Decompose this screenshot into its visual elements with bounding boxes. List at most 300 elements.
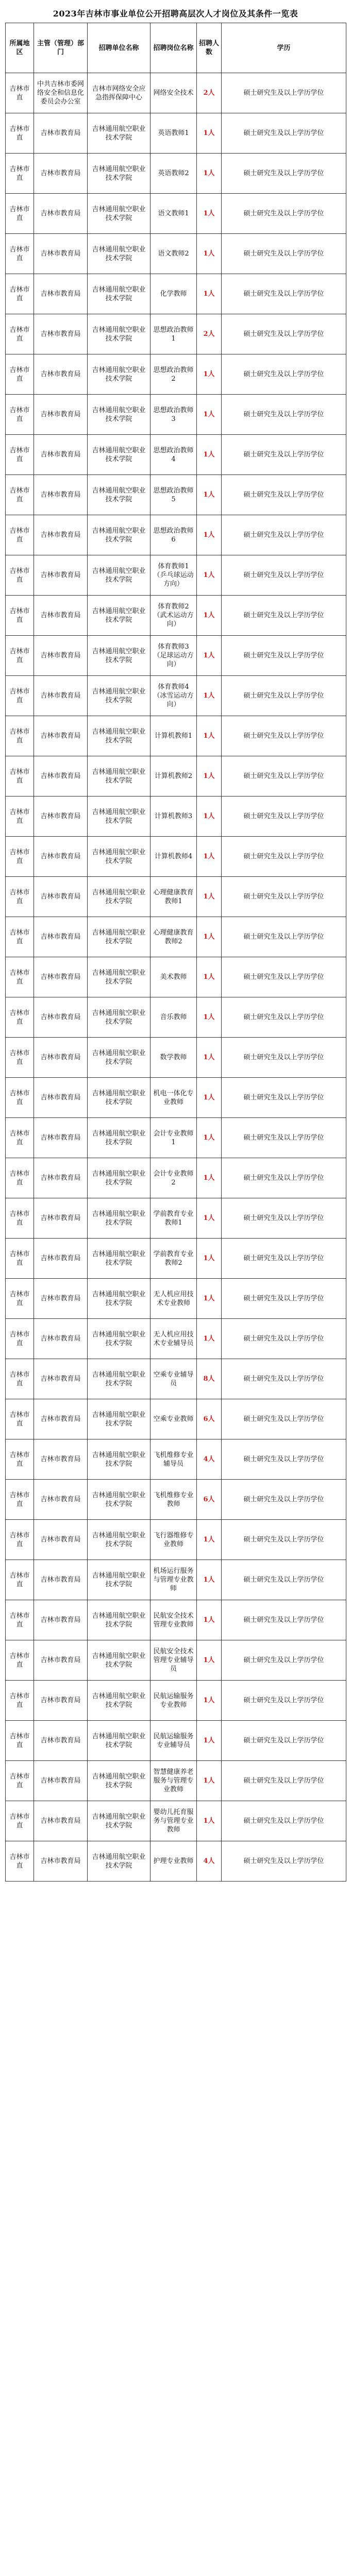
cell-post: 网络安全技术	[151, 73, 197, 113]
cell-edu: 硕士研究生及以上学历学位	[222, 997, 346, 1038]
cell-region: 吉林市直	[6, 1560, 34, 1600]
cell-region: 吉林市直	[6, 1359, 34, 1399]
cell-post: 语文教师2	[151, 234, 197, 274]
cell-dept: 吉林市教育局	[34, 636, 88, 676]
cell-unit: 吉林通用航空职业技术学院	[88, 234, 151, 274]
cell-count: 1人	[197, 154, 222, 194]
cell-post: 思想政治教师4	[151, 435, 197, 475]
cell-dept: 吉林市教育局	[34, 1198, 88, 1239]
cell-count: 1人	[197, 837, 222, 877]
cell-unit: 吉林通用航空职业技术学院	[88, 596, 151, 636]
cell-dept: 吉林市教育局	[34, 1560, 88, 1600]
cell-edu: 硕士研究生及以上学历学位	[222, 154, 346, 194]
document-title: 2023年吉林市事业单位公开招聘高层次人才岗位及其条件一览表	[53, 9, 298, 19]
cell-region: 吉林市直	[6, 113, 34, 154]
cell-dept: 吉林市教育局	[34, 1681, 88, 1721]
cell-unit: 吉林通用航空职业技术学院	[88, 1118, 151, 1158]
cell-count: 1人	[197, 234, 222, 274]
cell-edu: 硕士研究生及以上学历学位	[222, 435, 346, 475]
cell-unit: 吉林通用航空职业技术学院	[88, 1520, 151, 1560]
cell-unit: 吉林通用航空职业技术学院	[88, 154, 151, 194]
cell-unit: 吉林通用航空职业技术学院	[88, 113, 151, 154]
header-edu: 学历	[222, 23, 346, 73]
table-row	[6, 1600, 346, 1640]
cell-region: 吉林市直	[6, 1600, 34, 1640]
cell-post: 会计专业教师1	[151, 1118, 197, 1158]
cell-post: 数学教师	[151, 1038, 197, 1078]
cell-region: 吉林市直	[6, 515, 34, 555]
table-row	[6, 154, 346, 194]
cell-count: 1人	[197, 796, 222, 837]
cell-unit: 吉林通用航空职业技术学院	[88, 1038, 151, 1078]
cell-count: 1人	[197, 1158, 222, 1198]
cell-edu: 硕士研究生及以上学历学位	[222, 837, 346, 877]
table-row	[6, 796, 346, 837]
cell-dept: 吉林市教育局	[34, 1640, 88, 1681]
cell-post: 机电一体化专业教师	[151, 1078, 197, 1118]
cell-edu: 硕士研究生及以上学历学位	[222, 676, 346, 716]
cell-region: 吉林市直	[6, 997, 34, 1038]
cell-dept: 吉林市教育局	[34, 1439, 88, 1480]
cell-region: 吉林市直	[6, 1158, 34, 1198]
table-header	[6, 23, 346, 73]
cell-count: 6人	[197, 1399, 222, 1439]
table-row	[6, 917, 346, 957]
cell-count: 1人	[197, 1118, 222, 1158]
cell-count: 1人	[197, 1279, 222, 1319]
cell-dept: 吉林市教育局	[34, 1239, 88, 1279]
table-row	[6, 1359, 346, 1399]
cell-dept: 吉林市教育局	[34, 154, 88, 194]
cell-region: 吉林市直	[6, 1841, 34, 1882]
cell-post: 学前教育专业教师2	[151, 1239, 197, 1279]
cell-edu: 硕士研究生及以上学历学位	[222, 113, 346, 154]
cell-count: 1人	[197, 957, 222, 997]
cell-post: 英语教师2	[151, 154, 197, 194]
table-row	[6, 957, 346, 997]
cell-edu: 硕士研究生及以上学历学位	[222, 1439, 346, 1480]
cell-count: 1人	[197, 1640, 222, 1681]
table-row	[6, 636, 346, 676]
cell-count: 4人	[197, 1841, 222, 1882]
cell-edu: 硕士研究生及以上学历学位	[222, 596, 346, 636]
cell-post: 思想政治教师3	[151, 395, 197, 435]
cell-count: 1人	[197, 1239, 222, 1279]
cell-unit: 吉林通用航空职业技术学院	[88, 1480, 151, 1520]
cell-region: 吉林市直	[6, 877, 34, 917]
cell-post: 飞机维修专业辅导员	[151, 1439, 197, 1480]
cell-post: 无人机应用技术专业教师	[151, 1279, 197, 1319]
cell-post: 计算机教师3	[151, 796, 197, 837]
cell-unit: 吉林通用航空职业技术学院	[88, 1681, 151, 1721]
cell-edu: 硕士研究生及以上学历学位	[222, 1078, 346, 1118]
cell-count: 2人	[197, 73, 222, 113]
cell-post: 计算机教师4	[151, 837, 197, 877]
cell-region: 吉林市直	[6, 1721, 34, 1761]
cell-unit: 吉林通用航空职业技术学院	[88, 1399, 151, 1439]
cell-edu: 硕士研究生及以上学历学位	[222, 716, 346, 756]
cell-count: 1人	[197, 1520, 222, 1560]
cell-count: 4人	[197, 1439, 222, 1480]
header-unit: 招聘单位名称	[88, 23, 151, 73]
table-row	[6, 1761, 346, 1801]
cell-unit: 吉林通用航空职业技术学院	[88, 435, 151, 475]
cell-count: 1人	[197, 676, 222, 716]
cell-count: 1人	[197, 756, 222, 796]
cell-unit: 吉林通用航空职业技术学院	[88, 1198, 151, 1239]
cell-dept: 吉林市教育局	[34, 1319, 88, 1359]
cell-unit: 吉林通用航空职业技术学院	[88, 1279, 151, 1319]
cell-dept: 吉林市教育局	[34, 515, 88, 555]
cell-unit: 吉林通用航空职业技术学院	[88, 716, 151, 756]
table-row	[6, 596, 346, 636]
cell-region: 吉林市直	[6, 636, 34, 676]
cell-region: 吉林市直	[6, 274, 34, 314]
page	[5, 0, 346, 1882]
cell-dept: 吉林市教育局	[34, 1801, 88, 1841]
table-row	[6, 1439, 346, 1480]
cell-unit: 吉林通用航空职业技术学院	[88, 1239, 151, 1279]
cell-dept: 吉林市教育局	[34, 957, 88, 997]
table-row	[6, 113, 346, 154]
cell-edu: 硕士研究生及以上学历学位	[222, 756, 346, 796]
cell-post: 婴幼儿托育服务与管理专业教师	[151, 1801, 197, 1841]
cell-dept: 吉林市教育局	[34, 113, 88, 154]
table-row	[6, 395, 346, 435]
cell-region: 吉林市直	[6, 1038, 34, 1078]
cell-unit: 吉林通用航空职业技术学院	[88, 957, 151, 997]
cell-edu: 硕士研究生及以上学历学位	[222, 1399, 346, 1439]
cell-unit: 吉林通用航空职业技术学院	[88, 1439, 151, 1480]
cell-dept: 吉林市教育局	[34, 234, 88, 274]
table-row	[6, 274, 346, 314]
cell-edu: 硕士研究生及以上学历学位	[222, 1560, 346, 1600]
cell-post: 飞机维修专业教师	[151, 1480, 197, 1520]
cell-post: 语文教师1	[151, 194, 197, 234]
cell-post: 思想政治教师6	[151, 515, 197, 555]
cell-count: 1人	[197, 716, 222, 756]
cell-dept: 中共吉林市委网络安全和信息化委员会办公室	[34, 73, 88, 113]
cell-region: 吉林市直	[6, 1520, 34, 1560]
cell-edu: 硕士研究生及以上学历学位	[222, 1118, 346, 1158]
table-body	[6, 73, 346, 1882]
cell-unit: 吉林通用航空职业技术学院	[88, 354, 151, 395]
cell-region: 吉林市直	[6, 596, 34, 636]
cell-edu: 硕士研究生及以上学历学位	[222, 1801, 346, 1841]
cell-region: 吉林市直	[6, 1801, 34, 1841]
table-row	[6, 314, 346, 354]
cell-region: 吉林市直	[6, 1480, 34, 1520]
cell-post: 计算机教师1	[151, 716, 197, 756]
table-row	[6, 716, 346, 756]
cell-edu: 硕士研究生及以上学历学位	[222, 1761, 346, 1801]
cell-dept: 吉林市教育局	[34, 917, 88, 957]
cell-region: 吉林市直	[6, 1078, 34, 1118]
cell-post: 思想政治教师5	[151, 475, 197, 515]
cell-edu: 硕士研究生及以上学历学位	[222, 1640, 346, 1681]
cell-edu: 硕士研究生及以上学历学位	[222, 877, 346, 917]
cell-region: 吉林市直	[6, 555, 34, 596]
cell-edu: 硕士研究生及以上学历学位	[222, 796, 346, 837]
table-row	[6, 837, 346, 877]
cell-dept: 吉林市教育局	[34, 555, 88, 596]
header-post: 招聘岗位名称	[151, 23, 197, 73]
cell-dept: 吉林市教育局	[34, 1399, 88, 1439]
cell-unit: 吉林通用航空职业技术学院	[88, 877, 151, 917]
table-row	[6, 1319, 346, 1359]
cell-region: 吉林市直	[6, 957, 34, 997]
cell-region: 吉林市直	[6, 1279, 34, 1319]
cell-dept: 吉林市教育局	[34, 596, 88, 636]
cell-region: 吉林市直	[6, 676, 34, 716]
cell-region: 吉林市直	[6, 1761, 34, 1801]
table-row	[6, 73, 346, 113]
cell-unit: 吉林通用航空职业技术学院	[88, 1761, 151, 1801]
cell-region: 吉林市直	[6, 796, 34, 837]
table-row	[6, 1399, 346, 1439]
cell-count: 1人	[197, 354, 222, 395]
cell-unit: 吉林通用航空职业技术学院	[88, 515, 151, 555]
cell-unit: 吉林通用航空职业技术学院	[88, 676, 151, 716]
cell-unit: 吉林市网络安全应急指挥保障中心	[88, 73, 151, 113]
cell-edu: 硕士研究生及以上学历学位	[222, 515, 346, 555]
table-row	[6, 1279, 346, 1319]
header-region: 所属地区	[6, 23, 34, 73]
cell-unit: 吉林通用航空职业技术学院	[88, 1721, 151, 1761]
cell-dept: 吉林市教育局	[34, 1078, 88, 1118]
cell-post: 美术教师	[151, 957, 197, 997]
cell-post: 学前教育专业教师1	[151, 1198, 197, 1239]
table-row	[6, 1078, 346, 1118]
cell-unit: 吉林通用航空职业技术学院	[88, 1158, 151, 1198]
table-row	[6, 1640, 346, 1681]
cell-unit: 吉林通用航空职业技术学院	[88, 1841, 151, 1882]
cell-post: 英语教师1	[151, 113, 197, 154]
cell-dept: 吉林市教育局	[34, 395, 88, 435]
cell-count: 8人	[197, 1359, 222, 1399]
cell-region: 吉林市直	[6, 716, 34, 756]
cell-edu: 硕士研究生及以上学历学位	[222, 314, 346, 354]
cell-dept: 吉林市教育局	[34, 354, 88, 395]
cell-dept: 吉林市教育局	[34, 1721, 88, 1761]
cell-unit: 吉林通用航空职业技术学院	[88, 314, 151, 354]
cell-dept: 吉林市教育局	[34, 1480, 88, 1520]
header-row	[6, 23, 346, 73]
table-row	[6, 435, 346, 475]
cell-region: 吉林市直	[6, 1681, 34, 1721]
cell-count: 1人	[197, 1721, 222, 1761]
cell-dept: 吉林市教育局	[34, 1118, 88, 1158]
cell-post: 体育教师3（足球运动方向）	[151, 636, 197, 676]
cell-unit: 吉林通用航空职业技术学院	[88, 1359, 151, 1399]
table-row	[6, 1118, 346, 1158]
table-row	[6, 515, 346, 555]
cell-unit: 吉林通用航空职业技术学院	[88, 837, 151, 877]
table-row	[6, 1480, 346, 1520]
cell-unit: 吉林通用航空职业技术学院	[88, 796, 151, 837]
cell-region: 吉林市直	[6, 1118, 34, 1158]
cell-post: 机场运行服务与管理专业教师	[151, 1560, 197, 1600]
cell-edu: 硕士研究生及以上学历学位	[222, 1279, 346, 1319]
cell-unit: 吉林通用航空职业技术学院	[88, 1801, 151, 1841]
cell-edu: 硕士研究生及以上学历学位	[222, 1158, 346, 1198]
cell-unit: 吉林通用航空职业技术学院	[88, 636, 151, 676]
cell-unit: 吉林通用航空职业技术学院	[88, 997, 151, 1038]
cell-edu: 硕士研究生及以上学历学位	[222, 354, 346, 395]
cell-count: 1人	[197, 1761, 222, 1801]
cell-dept: 吉林市教育局	[34, 475, 88, 515]
cell-region: 吉林市直	[6, 1239, 34, 1279]
cell-dept: 吉林市教育局	[34, 435, 88, 475]
cell-post: 思想政治教师2	[151, 354, 197, 395]
table-row	[6, 1158, 346, 1198]
cell-unit: 吉林通用航空职业技术学院	[88, 1560, 151, 1600]
cell-unit: 吉林通用航空职业技术学院	[88, 555, 151, 596]
cell-count: 1人	[197, 1681, 222, 1721]
cell-edu: 硕士研究生及以上学历学位	[222, 73, 346, 113]
table-row	[6, 1198, 346, 1239]
table-row	[6, 194, 346, 234]
table-row	[6, 877, 346, 917]
cell-count: 1人	[197, 555, 222, 596]
cell-count: 1人	[197, 1600, 222, 1640]
header-count: 招聘人数	[197, 23, 222, 73]
cell-count: 1人	[197, 636, 222, 676]
cell-region: 吉林市直	[6, 1399, 34, 1439]
cell-edu: 硕士研究生及以上学历学位	[222, 1600, 346, 1640]
table-row	[6, 676, 346, 716]
cell-dept: 吉林市教育局	[34, 1359, 88, 1399]
cell-count: 1人	[197, 515, 222, 555]
table-row	[6, 1239, 346, 1279]
cell-region: 吉林市直	[6, 1319, 34, 1359]
table-row	[6, 475, 346, 515]
cell-post: 飞行器维修专业教师	[151, 1520, 197, 1560]
cell-unit: 吉林通用航空职业技术学院	[88, 1078, 151, 1118]
cell-edu: 硕士研究生及以上学历学位	[222, 1520, 346, 1560]
cell-count: 1人	[197, 1560, 222, 1600]
cell-unit: 吉林通用航空职业技术学院	[88, 395, 151, 435]
cell-edu: 硕士研究生及以上学历学位	[222, 274, 346, 314]
cell-post: 智慧健康养老服务与管理专业教师	[151, 1761, 197, 1801]
cell-unit: 吉林通用航空职业技术学院	[88, 1319, 151, 1359]
cell-post: 音乐教师	[151, 997, 197, 1038]
cell-region: 吉林市直	[6, 917, 34, 957]
cell-count: 1人	[197, 1038, 222, 1078]
cell-count: 1人	[197, 194, 222, 234]
cell-post: 民航安全技术管理专业辅导员	[151, 1640, 197, 1681]
cell-post: 民航运输服务专业辅导员	[151, 1721, 197, 1761]
cell-post: 体育教师4（冰雪运动方向）	[151, 676, 197, 716]
cell-edu: 硕士研究生及以上学历学位	[222, 1681, 346, 1721]
cell-post: 体育教师2（武术运动方向）	[151, 596, 197, 636]
cell-count: 1人	[197, 877, 222, 917]
cell-unit: 吉林通用航空职业技术学院	[88, 756, 151, 796]
cell-count: 1人	[197, 435, 222, 475]
table-row	[6, 234, 346, 274]
cell-post: 会计专业教师2	[151, 1158, 197, 1198]
table-row	[6, 354, 346, 395]
cell-count: 1人	[197, 113, 222, 154]
table-row	[6, 756, 346, 796]
table-row	[6, 555, 346, 596]
cell-region: 吉林市直	[6, 234, 34, 274]
cell-dept: 吉林市教育局	[34, 1761, 88, 1801]
cell-region: 吉林市直	[6, 435, 34, 475]
cell-dept: 吉林市教育局	[34, 274, 88, 314]
cell-count: 6人	[197, 1480, 222, 1520]
cell-region: 吉林市直	[6, 354, 34, 395]
cell-region: 吉林市直	[6, 756, 34, 796]
cell-edu: 硕士研究生及以上学历学位	[222, 1841, 346, 1882]
cell-post: 体育教师1（乒乓球运动方向）	[151, 555, 197, 596]
header-dept: 主管（管理）部门	[34, 23, 88, 73]
cell-dept: 吉林市教育局	[34, 314, 88, 354]
cell-dept: 吉林市教育局	[34, 997, 88, 1038]
cell-edu: 硕士研究生及以上学历学位	[222, 1038, 346, 1078]
cell-edu: 硕士研究生及以上学历学位	[222, 395, 346, 435]
cell-post: 心理健康教育教师1	[151, 877, 197, 917]
cell-region: 吉林市直	[6, 475, 34, 515]
cell-post: 空乘专业教师	[151, 1399, 197, 1439]
cell-count: 1人	[197, 1801, 222, 1841]
cell-unit: 吉林通用航空职业技术学院	[88, 917, 151, 957]
cell-count: 1人	[197, 274, 222, 314]
table-row	[6, 1841, 346, 1882]
cell-dept: 吉林市教育局	[34, 1158, 88, 1198]
cell-dept: 吉林市教育局	[34, 877, 88, 917]
cell-unit: 吉林通用航空职业技术学院	[88, 1600, 151, 1640]
table-row	[6, 1681, 346, 1721]
table-row	[6, 1038, 346, 1078]
cell-post: 思想政治教师1	[151, 314, 197, 354]
cell-region: 吉林市直	[6, 194, 34, 234]
table-row	[6, 1801, 346, 1841]
cell-dept: 吉林市教育局	[34, 756, 88, 796]
cell-unit: 吉林通用航空职业技术学院	[88, 274, 151, 314]
cell-edu: 硕士研究生及以上学历学位	[222, 1721, 346, 1761]
cell-unit: 吉林通用航空职业技术学院	[88, 194, 151, 234]
cell-post: 空乘专业辅导员	[151, 1359, 197, 1399]
recruitment-table	[5, 23, 346, 1882]
cell-post: 民航安全技术管理专业教师	[151, 1600, 197, 1640]
cell-edu: 硕士研究生及以上学历学位	[222, 1198, 346, 1239]
cell-count: 1人	[197, 1319, 222, 1359]
cell-post: 护理专业教师	[151, 1841, 197, 1882]
cell-unit: 吉林通用航空职业技术学院	[88, 1640, 151, 1681]
cell-dept: 吉林市教育局	[34, 1600, 88, 1640]
cell-count: 1人	[197, 395, 222, 435]
cell-region: 吉林市直	[6, 1640, 34, 1681]
cell-post: 化学教师	[151, 274, 197, 314]
cell-edu: 硕士研究生及以上学历学位	[222, 1319, 346, 1359]
cell-edu: 硕士研究生及以上学历学位	[222, 1359, 346, 1399]
cell-dept: 吉林市教育局	[34, 837, 88, 877]
cell-region: 吉林市直	[6, 73, 34, 113]
cell-count: 2人	[197, 314, 222, 354]
cell-post: 无人机应用技术专业辅导员	[151, 1319, 197, 1359]
cell-post: 民航运输服务专业教师	[151, 1681, 197, 1721]
cell-region: 吉林市直	[6, 154, 34, 194]
cell-dept: 吉林市教育局	[34, 676, 88, 716]
cell-edu: 硕士研究生及以上学历学位	[222, 957, 346, 997]
cell-dept: 吉林市教育局	[34, 1520, 88, 1560]
table-row	[6, 1520, 346, 1560]
cell-edu: 硕士研究生及以上学历学位	[222, 917, 346, 957]
cell-region: 吉林市直	[6, 314, 34, 354]
cell-dept: 吉林市教育局	[34, 716, 88, 756]
cell-count: 1人	[197, 917, 222, 957]
